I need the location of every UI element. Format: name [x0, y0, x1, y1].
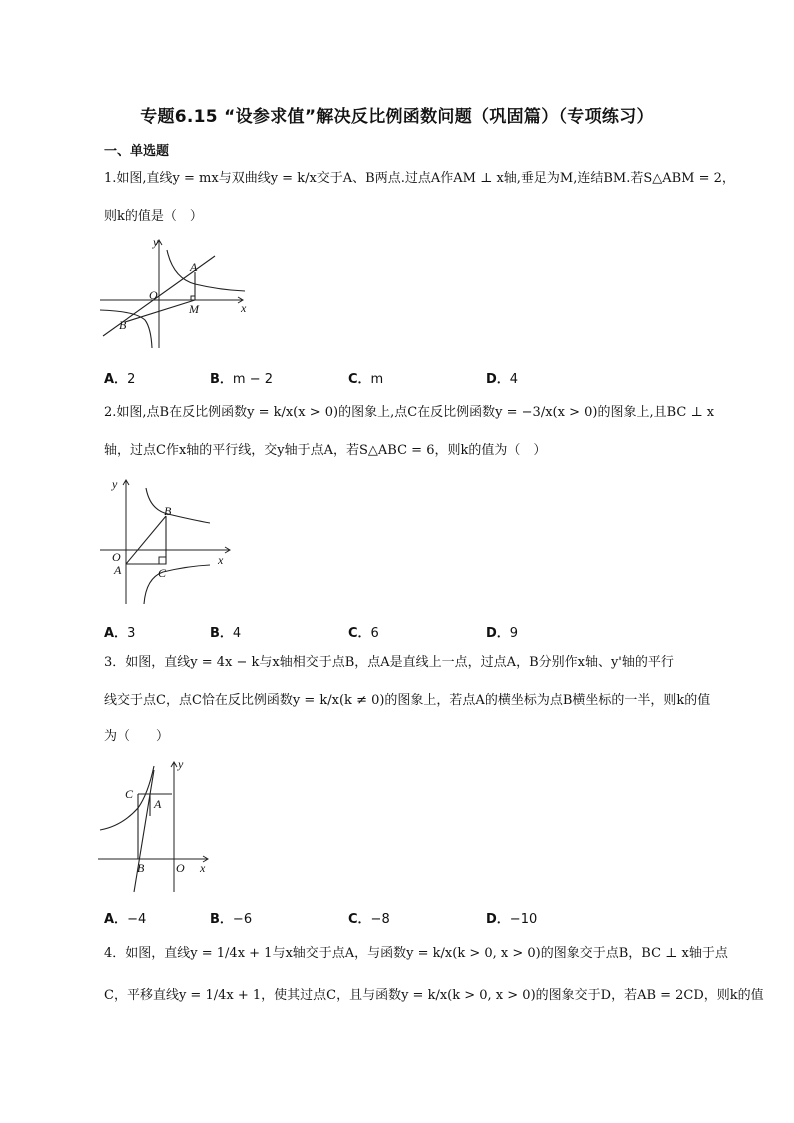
- q2-label-b: B: [164, 504, 172, 518]
- q3-option-c: −8: [370, 912, 390, 927]
- q2-figure: [98, 476, 238, 608]
- q4-line-1: 4．如图，直线y = 1/4x + 1与x轴交于点A，与函数y = k/x(k > 0, x > 0)的图象交于点B，BC ⊥ x轴于点: [104, 946, 728, 961]
- q3-label-x: x: [200, 861, 206, 875]
- q1-label-x: x: [241, 301, 247, 315]
- q2-label-y: y: [112, 477, 118, 491]
- q2-curve-negative: [144, 565, 210, 604]
- q3-label-a: A: [154, 797, 162, 811]
- q2-option-d-letter: D．: [486, 626, 510, 641]
- q2-options: [104, 622, 724, 642]
- q1-label-m: M: [189, 302, 199, 316]
- q1-figure: [95, 236, 255, 354]
- q3-line-2: 线交于点C，点C恰在反比例函数y = k/x(k ≠ 0)的图象上，若点A的横坐标为点B横坐标的一半，则k的值: [104, 693, 711, 708]
- q1-segment-bm: [125, 300, 195, 322]
- q2-option-a: 3: [127, 626, 136, 641]
- q3-label-y: y: [178, 757, 184, 771]
- q3-label-c: C: [125, 787, 134, 801]
- q2-curve-positive: [146, 488, 210, 523]
- q3-figure: [96, 756, 216, 896]
- q1-option-b-letter: B．: [210, 372, 233, 387]
- q1-line-2: 则k的值是（ ）: [104, 209, 203, 224]
- q2-option-c: 6: [370, 626, 379, 641]
- q3-options: [104, 908, 724, 928]
- page-title: 专题6.15 “设参求值”解决反比例函数问题（巩固篇）（专项练习）: [140, 107, 654, 127]
- q1-label-a: A: [190, 260, 198, 274]
- q1-line-1: 1.如图,直线y = mx与双曲线y = k/x交于A、B两点.过点A作AM ⊥ x轴,垂足为M,连结BM.若S△ABM = 2，: [104, 171, 735, 186]
- q3-option-a-letter: A．: [104, 912, 128, 927]
- q2-right-angle: [159, 557, 166, 564]
- q2-line-1: 2.如图,点B在反比例函数y = k/x(x > 0)的图象上,点C在反比例函数y = −3/x(x > 0)的图象上,且BC ⊥ x: [104, 405, 715, 420]
- q1-label-b: B: [119, 318, 127, 332]
- q2-label-a: A: [114, 563, 122, 577]
- q1-option-c: m: [370, 372, 384, 387]
- q1-option-c-letter: C．: [348, 372, 371, 387]
- q3-label-b: B: [137, 861, 145, 875]
- q3-option-d-letter: D．: [486, 912, 510, 927]
- q1-option-a-letter: A．: [104, 372, 128, 387]
- q2-option-d: 9: [509, 626, 519, 641]
- q2-option-b: 4: [232, 626, 242, 641]
- q3-line-1: 3．如图，直线y = 4x − k与x轴相交于点B，点A是直线上一点，过点A，B分别作x轴、y'轴的平行: [104, 655, 674, 670]
- q1-label-o: O: [149, 288, 158, 302]
- q2-line-2: 轴，过点C作x轴的平行线，交y轴于点A，若S△ABC = 6，则k的值为（ ）: [104, 443, 547, 458]
- q2-label-x: x: [218, 553, 224, 567]
- q3-label-o: O: [176, 861, 185, 875]
- q1-option-b: m − 2: [232, 372, 274, 387]
- q2-label-c: C: [158, 566, 167, 580]
- q2-label-o: O: [112, 550, 121, 564]
- q1-option-d-letter: D．: [486, 372, 510, 387]
- q1-right-angle: [191, 296, 195, 300]
- q1-curve-upper: [167, 250, 245, 291]
- q2-option-b-letter: B．: [210, 626, 233, 641]
- q1-label-y: y: [153, 236, 159, 249]
- section-heading: 一、单选题: [104, 144, 170, 159]
- q4-line-2: C，平移直线y = 1/4x + 1，使其过点C，且与函数y = k/x(k > 0, x > 0)的图象交于D，若AB = 2CD，则k的值: [104, 988, 764, 1003]
- q3-option-c-letter: C．: [348, 912, 371, 927]
- q1-options: [104, 368, 724, 388]
- q2-option-a-letter: A．: [104, 626, 128, 641]
- q3-option-b: −6: [232, 912, 253, 927]
- q3-option-d: −10: [509, 912, 538, 927]
- q3-option-b-letter: B．: [210, 912, 233, 927]
- q1-option-a: 2: [127, 372, 136, 387]
- q3-line-3: 为（ ）: [104, 729, 170, 744]
- q3-option-a: −4: [127, 912, 147, 927]
- q1-option-d: 4: [509, 372, 519, 387]
- q2-option-c-letter: C．: [348, 626, 371, 641]
